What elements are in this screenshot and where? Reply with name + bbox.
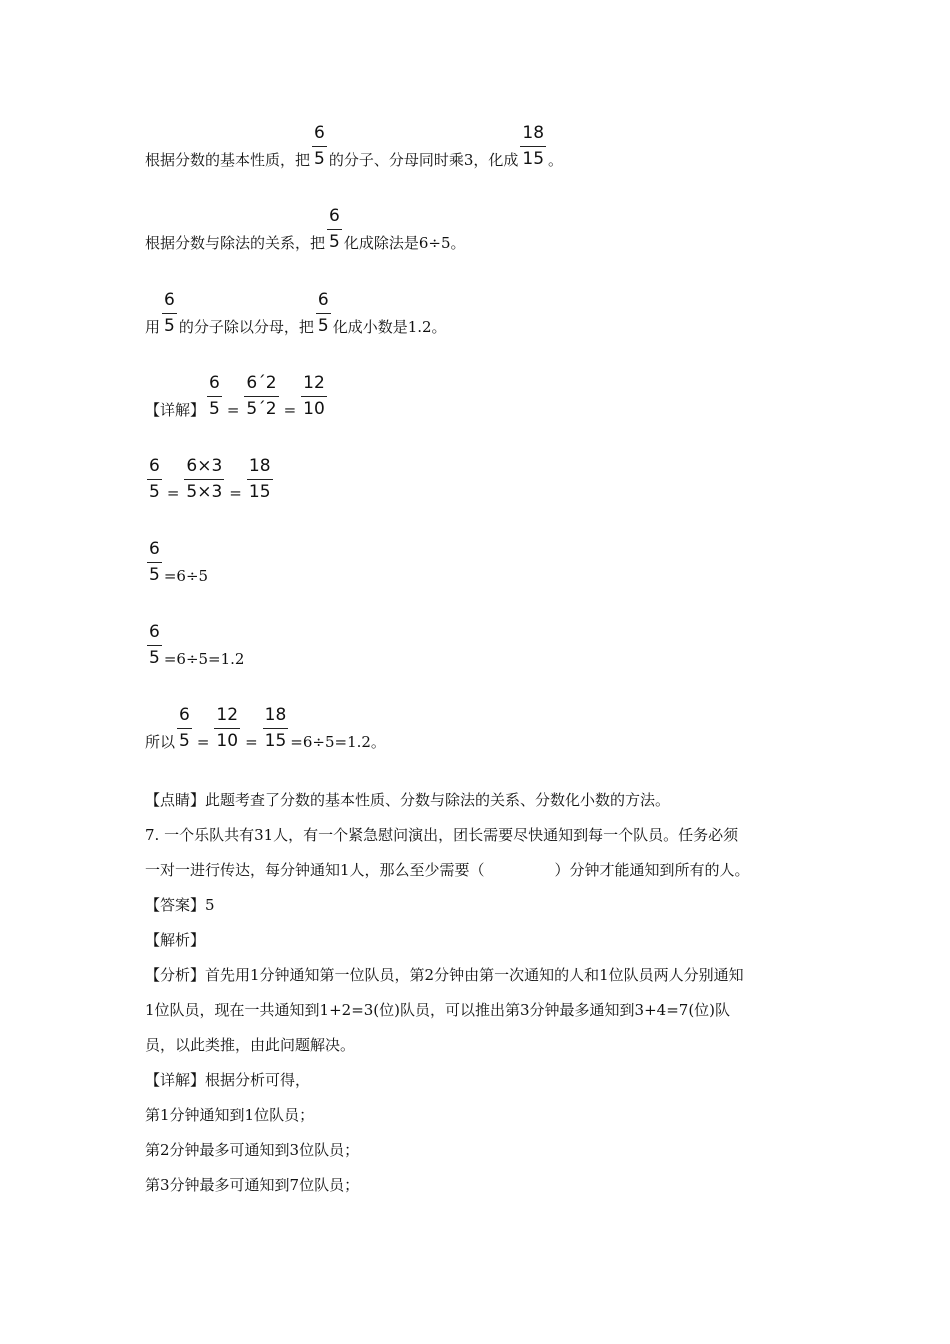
property-line-2 [145,208,466,251]
equals-sign: = [229,484,242,502]
step-line: 第3分钟最多可通知到7位队员； [145,1176,360,1194]
text: =6÷5=1.2 [163,650,245,668]
fraction: $\frac{12}{10}$ [216,705,239,751]
analysis-line-2: 1位队员，现在一共通知到1+2=3(位)队员，可以推出第3分钟最多通知到3+4=7(位)队 [145,1001,731,1019]
detail-equation-1 [145,375,329,418]
text: 的分子、分母同时乘3，化成 [328,151,519,169]
detail-label: 【详解】根据分析可得， [145,1071,311,1089]
equals-sign: = [245,733,258,751]
text: 的分子除以分母，把 [178,318,314,336]
fraction: $\frac{18}{15}$ [264,705,287,751]
equals-sign: = [283,401,297,419]
step-line: 第2分钟最多可通知到3位队员； [145,1141,360,1159]
fraction: $\frac{12}{10}$ [303,373,325,419]
property-line-3 [145,292,447,335]
fraction: $\frac{6}{5}$ [317,290,329,336]
text: 。 [548,151,564,169]
question-block [145,783,810,1203]
text: 化成小数是1.2。 [332,318,447,336]
fraction: $\frac{6}{5}$ [164,290,175,336]
fraction: $\frac{6}{5}$ [149,456,160,502]
text: 化成除法是6÷5。 [343,234,466,252]
q7-line-1: 7. 一个乐队共有31人，有一个紧急慰问演出，团长需要尽快通知到每一个队员。任务必须 [145,826,739,844]
fraction: $\frac{18}{15}$ [248,456,271,502]
property-line-1 [145,125,563,168]
text: 根据分数的基本性质，把 [145,151,311,169]
step-line: 第1分钟通知到1位队员； [145,1106,315,1124]
text: 所以 [145,733,176,751]
fraction: $\frac{6\times 3}{5\times 3}$ [186,456,223,502]
q7-line-2: 一对一进行传达，每分钟通知1人，那么至少需要（ ）分钟才能通知到所有的人。 [145,861,750,879]
text: =6÷5 [163,567,209,585]
equals-sign: = [196,733,210,751]
fraction: $\frac{6}{5}$ [314,123,325,169]
detail-equation-4 [145,624,244,667]
equals-sign: = [226,401,240,419]
fraction: $\frac{6}{5}$ [149,622,160,668]
fraction: $\frac{6}{5}$ [209,373,220,419]
text: =6÷5=1.2。 [290,733,386,751]
detail-equation-3 [145,541,208,584]
analysis-line-3: 员，以此类推，由此问题解决。 [145,1036,356,1054]
equals-sign: = [166,484,180,502]
text: 用 [145,318,161,336]
fraction: $\frac{6}{5}$ [329,206,340,252]
analysis-label: 【解析】 [145,931,206,949]
detail-equation-2 [145,458,275,501]
comment: 【点睛】此题考查了分数的基本性质、分数与除法的关系、分数化小数的方法。 [145,791,671,809]
detail-equation-5 [145,707,386,750]
fraction: $\frac{6}{5}$ [149,539,160,585]
detail-label: 【详解】 [145,401,206,419]
fraction: $\frac{6}{5}$ [179,705,190,751]
answer: 【答案】5 [145,896,215,914]
analysis-line-1: 【分析】首先用1分钟通知第一位队员，第2分钟由第一次通知的人和1位队员两人分别通知 [145,966,744,984]
text: 根据分数与除法的关系，把 [145,234,326,252]
fraction: $\frac{18}{15}$ [522,123,545,169]
fraction: $\frac{6´2}{5´2}$ [246,373,277,419]
